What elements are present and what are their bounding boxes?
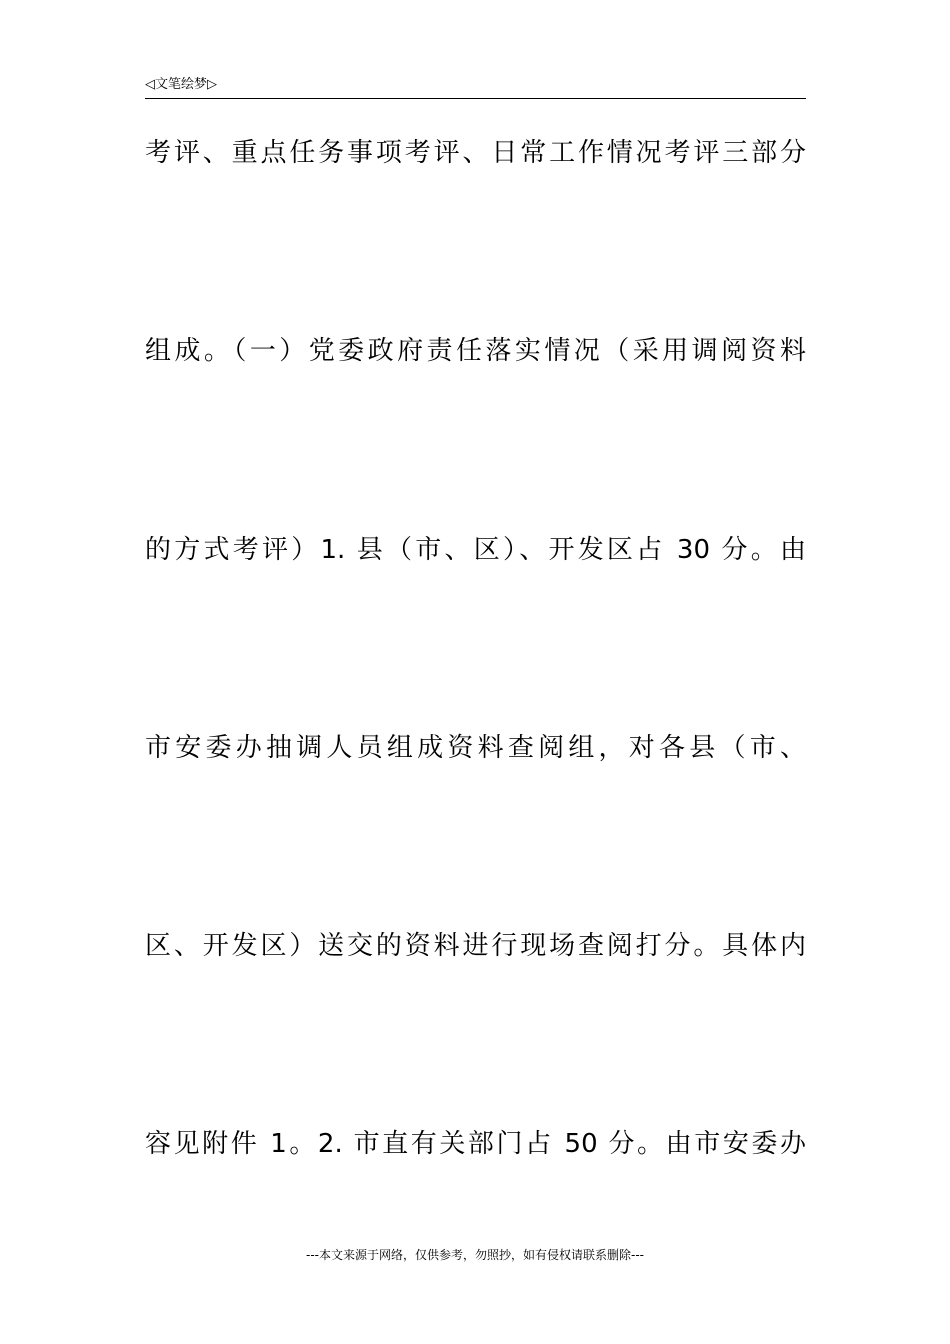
body-line-4: 市安委办抽调人员组成资料查阅组，对各县（市、: [145, 733, 806, 763]
body-line-5: 区、开发区）送交的资料进行现场查阅打分。具体内: [145, 931, 806, 961]
body-line-6: 容见附件 1。2. 市直有关部门占 50 分。由市安委办: [145, 1129, 806, 1159]
page-footer: ---本文来源于网络，仅供参考，勿照抄，如有侵权请联系删除---: [306, 1248, 644, 1262]
body-line-2: 组成。（一）党委政府责任落实情况（采用调阅资料: [145, 336, 806, 366]
body-line-3: 的方式考评）1. 县（市、区）、开发区占 30 分。由: [145, 535, 806, 565]
header-title: ◁文笔绘梦▷: [145, 77, 217, 92]
page-header: [145, 76, 806, 99]
body-line-1: 考评、重点任务事项考评、日常工作情况考评三部分: [145, 138, 806, 168]
